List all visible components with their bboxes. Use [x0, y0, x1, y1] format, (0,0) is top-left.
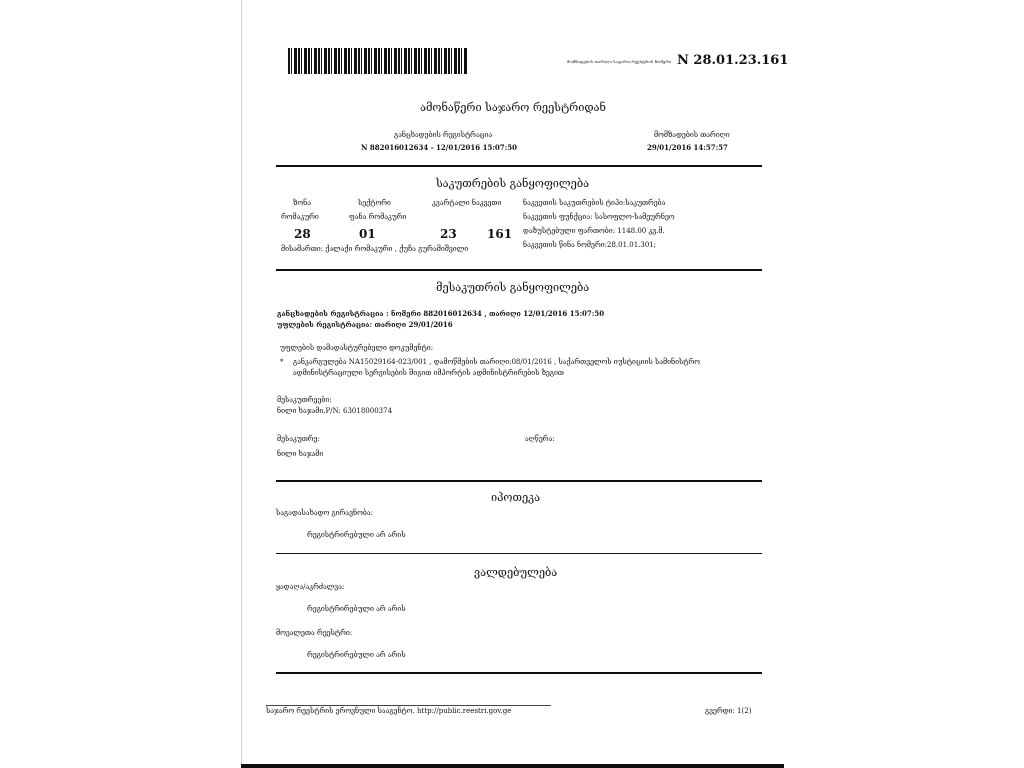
description-label: აღწერა:	[525, 435, 555, 443]
divider	[276, 165, 762, 167]
page-number: გვერდი: 1(2)	[705, 707, 752, 715]
quarter-label: კვარტალი ნაკვეთი	[432, 199, 502, 207]
extract-label: მომზადების თარიღი საჯარო რეესტრის ნომერი	[567, 59, 672, 64]
ownership-section-title: მესაკუთრის განყოფილება	[436, 281, 590, 294]
owners-label: მესაკუთრეები:	[277, 396, 332, 404]
property-section-title: საკუთრების განყოფილება	[436, 177, 590, 190]
encumbrance-section-title: ვალდებულება	[474, 566, 558, 579]
footer-website: საჯარო რეესტრის ეროვნული სააგენტო. http://public.reestri.gov.ge	[266, 707, 512, 715]
extract-number: N 28.01.23.161	[677, 53, 789, 68]
debtors-value: რეგისტრირებული არ არის	[307, 651, 406, 659]
divider	[276, 672, 762, 674]
prepared-label: მომზადების თარიღი	[654, 131, 730, 139]
divider	[276, 480, 762, 482]
declared-area: დაზუსტებული ფართობი: 1148.00 კვ.მ.	[523, 227, 665, 235]
footer-divider	[266, 705, 551, 706]
parcel-value: 161	[487, 227, 513, 241]
land-purpose: ნაკვეთის ფუნქცია: სასოფლო-სამეურნეო	[523, 213, 675, 221]
address: მისამართი: ქალაქი რომაკური , ქუჩა გურამიშვილი	[281, 245, 469, 253]
divider	[276, 269, 762, 271]
prepared-value: 29/01/2016 14:57:57	[647, 143, 728, 152]
application-value: N 882016012634 - 12/01/2016 15:07:50	[361, 143, 517, 152]
quarter-value: 23	[440, 227, 457, 241]
mortgage-section-title: იპოთეკა	[491, 491, 541, 504]
sector-value: 01	[359, 227, 376, 241]
application-line: განცხადების რეგისტრაცია : ნომერი 882016012634 , თარიღი 12/01/2016 15:07:50	[277, 309, 605, 318]
owner-label: მესაკუთრე:	[277, 435, 320, 443]
old-parcel-number: ნაკვეთის წინა ნომერი:28.01.01.301;	[523, 241, 657, 249]
zone-value: 28	[294, 227, 311, 241]
zone-label: ზონა	[293, 199, 311, 207]
tax-lien-value: რეგისტრირებული არ არის	[307, 531, 406, 539]
basis-label: უფლების დამადასტურებელი დოკუმენტი:	[280, 344, 434, 352]
divider	[276, 553, 762, 554]
owner-value: ნილი ხაჯამი	[277, 450, 324, 458]
ownership-type: ნაკვეთის საკუთრების ტიპი:საკუთრება	[523, 199, 666, 207]
basis-text-1: განკარგულება NA15029164-023/001 , დამოწმების თარიღი:08/01/2016 , საქართველოს იუსტიციის სამინისტრო	[293, 358, 701, 366]
seizure-value: რეგისტრირებული არ არის	[307, 605, 406, 613]
owners-value: ნილი ხაჯამი,P/N: 63018000374	[277, 407, 393, 415]
seizure-label: ყადაღა/აკრძალვა:	[276, 583, 345, 591]
document-title: ამონაწერი საჯარო რეესტრიდან	[420, 101, 606, 114]
application-label: განცხადების რეგისტრაცია	[394, 131, 493, 139]
bullet-icon: *	[280, 358, 284, 366]
registration-line: უფლების რეგისტრაცია: თარიღი 29/01/2016	[277, 320, 453, 329]
basis-text-2: ადმინისტრაციული სერვისების შიგით იმპორტის ადმინისტრირების ზეგით	[293, 369, 564, 377]
zone-name: რომაკური	[281, 213, 319, 221]
page-edge	[241, 764, 784, 768]
document-page	[241, 0, 785, 764]
debtors-label: მოვალეთა რეესტრი:	[276, 629, 353, 637]
sector-label: სექტორი	[358, 199, 391, 207]
tax-lien-label: საგადასახადო გირავნობა:	[276, 509, 374, 517]
sector-name: ფანა რომაკური	[349, 213, 407, 221]
barcode-image	[288, 48, 468, 74]
